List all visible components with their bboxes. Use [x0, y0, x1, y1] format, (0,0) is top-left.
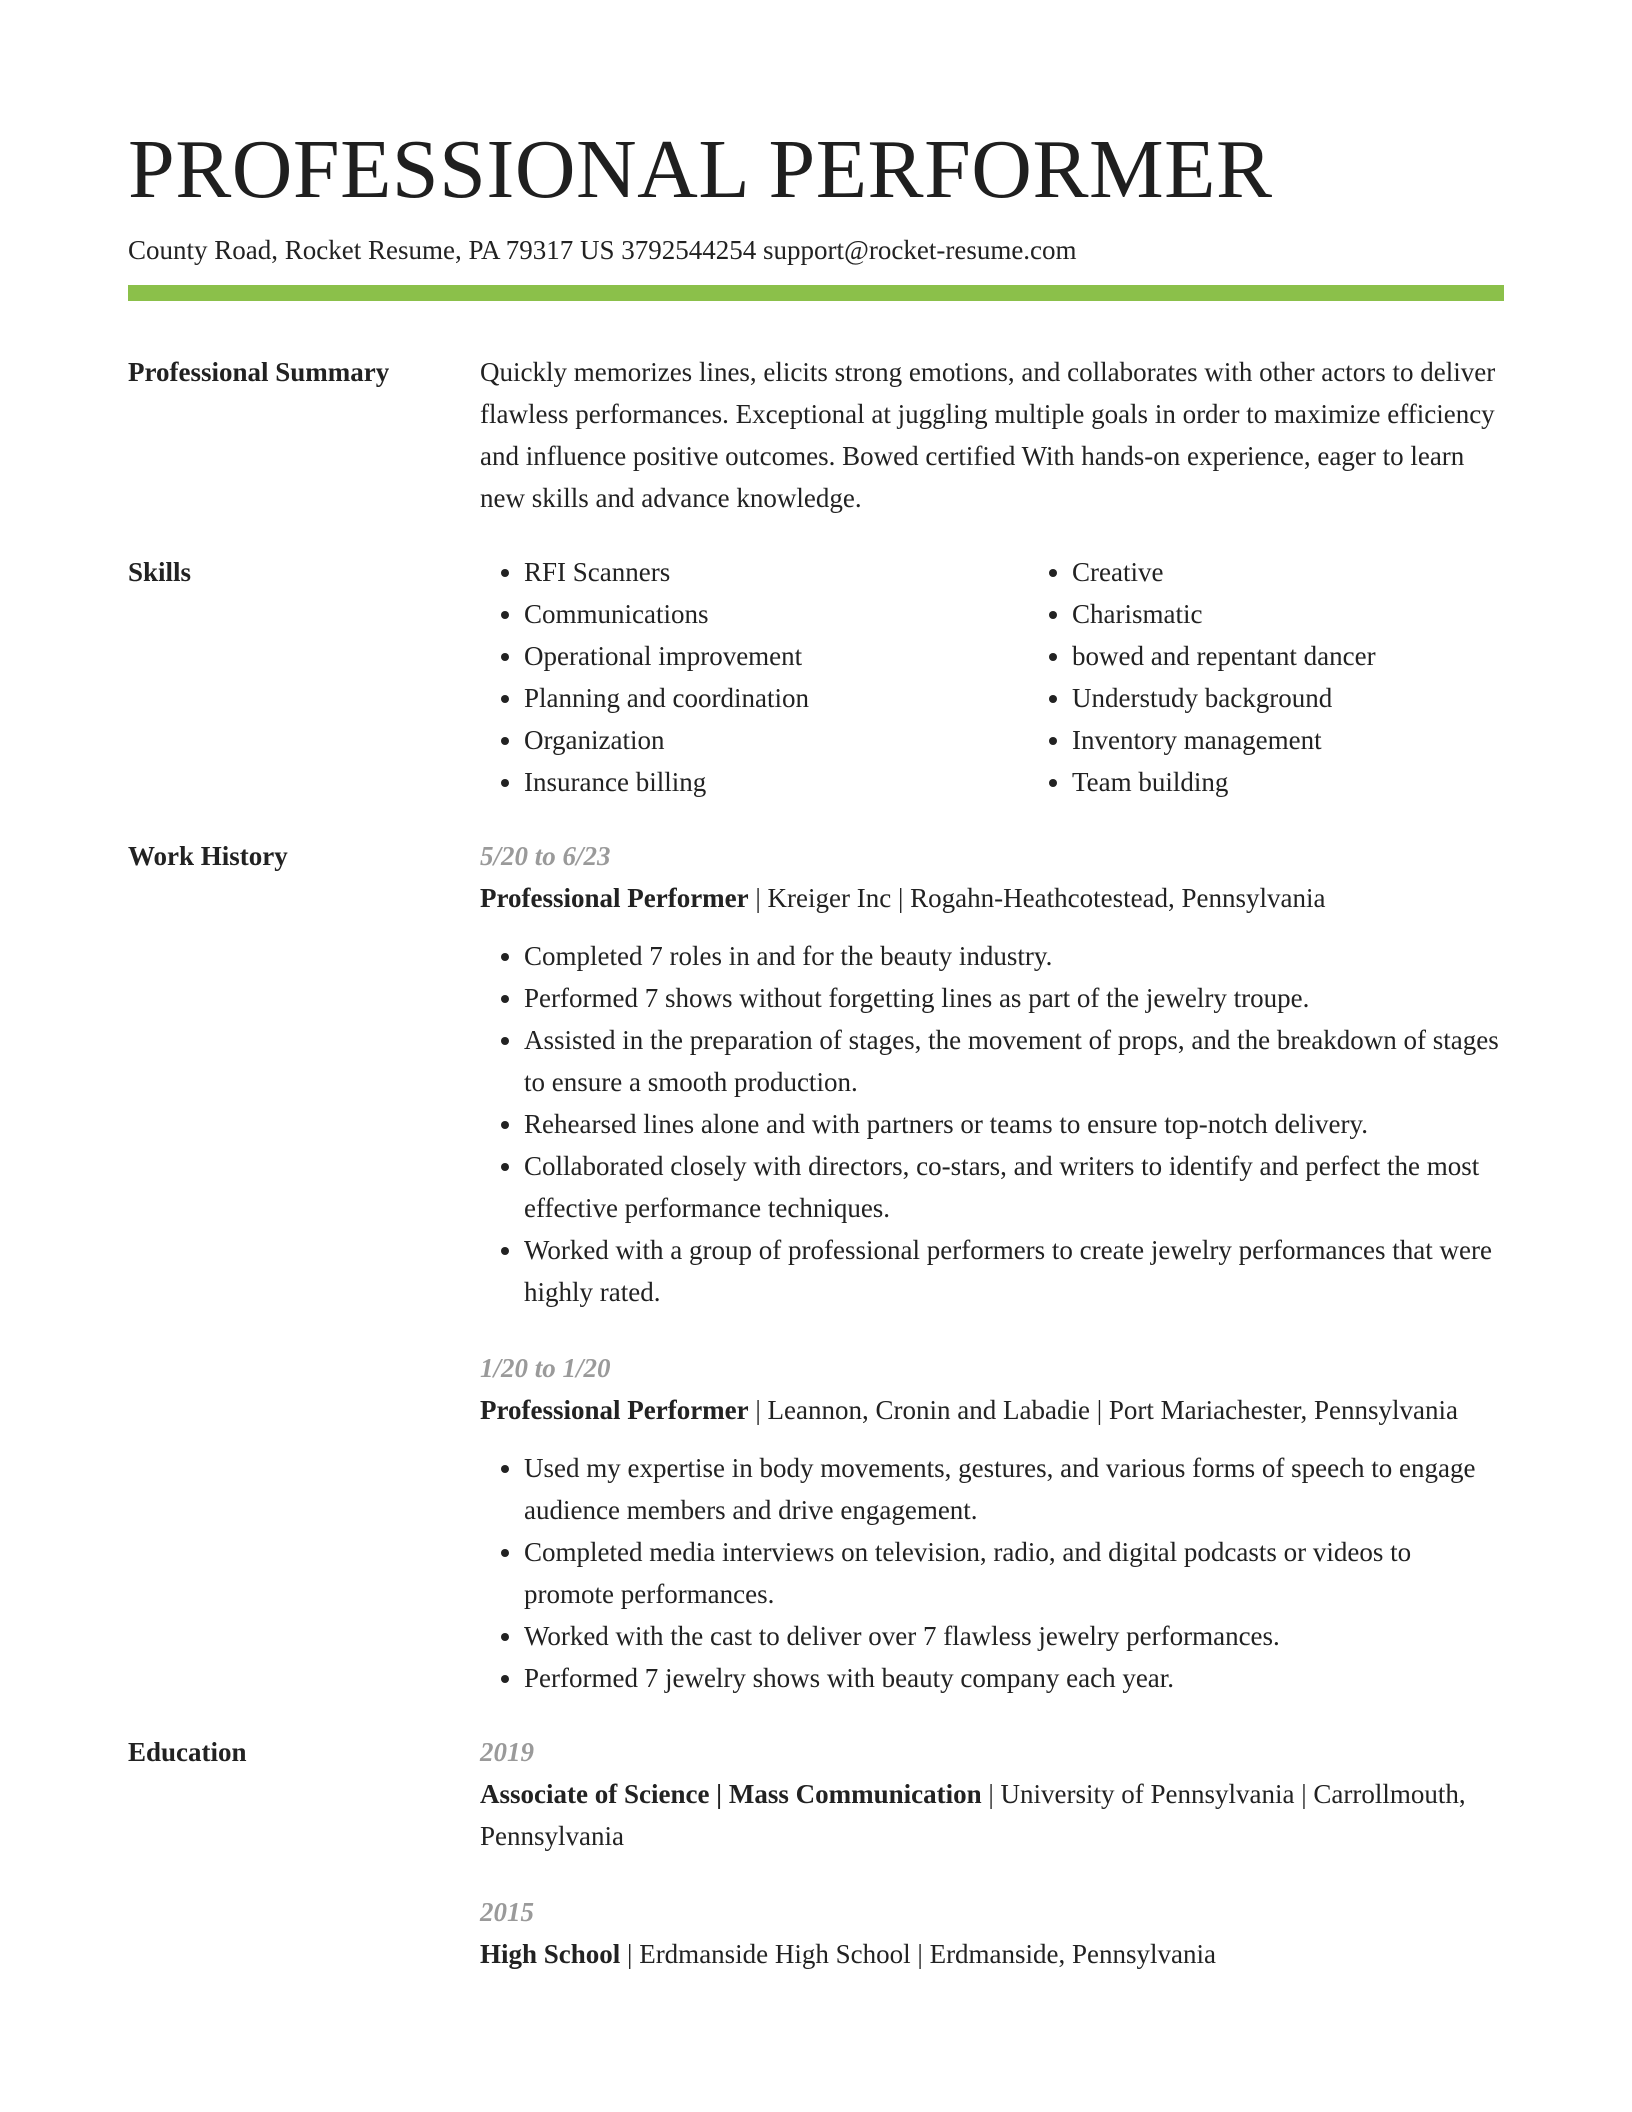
education-degree: High School — [480, 1939, 621, 1969]
work-history-heading: Work History — [128, 841, 288, 871]
job-bullets — [480, 935, 1504, 1313]
skill-item: • Operational improvement — [524, 635, 1028, 677]
education-header — [480, 1933, 1504, 1975]
education-heading: Education — [128, 1737, 247, 1767]
job-bullet: • Rehearsed lines alone and with partners or teams to ensure top-notch delivery. — [524, 1103, 1504, 1145]
job-details: | Kreiger Inc | Rogahn-Heathcotestead, Pennsylvania — [748, 883, 1326, 913]
education-details: | Erdmanside High School | Erdmanside, Pennsylvania — [620, 1939, 1217, 1969]
skill-item: • RFI Scanners — [524, 551, 1028, 593]
job-entry — [480, 1347, 1504, 1699]
job-bullet: • Completed 7 roles in and for the beauty industry. — [524, 935, 1504, 977]
skill-item: • Charismatic — [1072, 593, 1576, 635]
job-bullet: • Performed 7 shows without forgetting lines as part of the jewelry troupe. — [524, 977, 1504, 1019]
work-history-body — [480, 835, 1504, 1699]
work-history-section — [128, 835, 1504, 1699]
summary-heading: Professional Summary — [128, 357, 390, 387]
skill-item: • Planning and coordination — [524, 677, 1028, 719]
skills-list — [480, 551, 1576, 803]
skill-item: • Team building — [1072, 761, 1576, 803]
education-degree: Associate of Science | Mass Communication — [480, 1779, 982, 1809]
job-title: Professional Performer — [480, 1395, 749, 1425]
skills-column-2 — [1028, 551, 1576, 803]
job-entry — [480, 835, 1504, 1313]
skills-column-1 — [480, 551, 1028, 803]
skill-item: • Insurance billing — [524, 761, 1028, 803]
candidate-name: PROFESSIONAL PERFORMER — [128, 123, 1273, 216]
contact-info: County Road, Rocket Resume, PA 79317 US 3792544254 support@rocket-resume.com — [128, 235, 1077, 265]
job-bullet: • Worked with a group of professional performers to create jewelry performances that were highly rated. — [524, 1229, 1504, 1313]
skill-item: • bowed and repentant dancer — [1072, 635, 1576, 677]
skills-heading: Skills — [128, 557, 192, 587]
job-bullet: • Collaborated closely with directors, co-stars, and writers to identify and perfect the most effective performance techniques. — [524, 1145, 1504, 1229]
job-dates: 1/20 to 1/20 — [480, 1353, 611, 1383]
header-divider — [128, 285, 1504, 301]
job-bullets — [480, 1447, 1504, 1699]
job-dates: 5/20 to 6/23 — [480, 841, 611, 871]
skill-item: • Understudy background — [1072, 677, 1576, 719]
job-bullet: • Completed media interviews on television, radio, and digital podcasts or videos to promote performances. — [524, 1531, 1504, 1615]
summary-text: Quickly memorizes lines, elicits strong emotions, and collaborates with other actors to deliver flawless performances. Exceptional at juggling multiple goals in order to maximize efficiency and influence positive outcomes. Bowed certified With hands-on experience, eager to learn new skills and advance knowledge. — [480, 357, 1496, 513]
job-title: Professional Performer — [480, 883, 749, 913]
skill-item: • Organization — [524, 719, 1028, 761]
education-details: | University of Pennsylvania | Carrollmouth, Pennsylvania — [480, 1779, 1466, 1851]
skill-item: • Communications — [524, 593, 1028, 635]
summary-section — [128, 351, 1504, 519]
job-bullet: • Used my expertise in body movements, gestures, and various forms of speech to engage audience members and drive engagement. — [524, 1447, 1504, 1531]
job-header — [480, 1389, 1504, 1431]
job-bullet: • Performed 7 jewelry shows with beauty company each year. — [524, 1657, 1504, 1699]
skill-item: • Inventory management — [1072, 719, 1576, 761]
skill-item: • Creative — [1072, 551, 1576, 593]
education-header — [480, 1773, 1504, 1857]
education-entry — [480, 1891, 1504, 1975]
resume-page — [128, 120, 1504, 1975]
skills-section — [128, 551, 1504, 803]
job-header — [480, 877, 1504, 919]
education-entry — [480, 1731, 1504, 1857]
job-details: | Leannon, Cronin and Labadie | Port Mariachester, Pennsylvania — [748, 1395, 1458, 1425]
job-bullet: • Worked with the cast to deliver over 7 flawless jewelry performances. — [524, 1615, 1504, 1657]
education-section — [128, 1731, 1504, 1975]
job-bullet: • Assisted in the preparation of stages, the movement of props, and the breakdown of stages to ensure a smooth production. — [524, 1019, 1504, 1103]
education-year: 2015 — [480, 1897, 534, 1927]
education-body — [480, 1731, 1504, 1975]
education-year: 2019 — [480, 1737, 534, 1767]
